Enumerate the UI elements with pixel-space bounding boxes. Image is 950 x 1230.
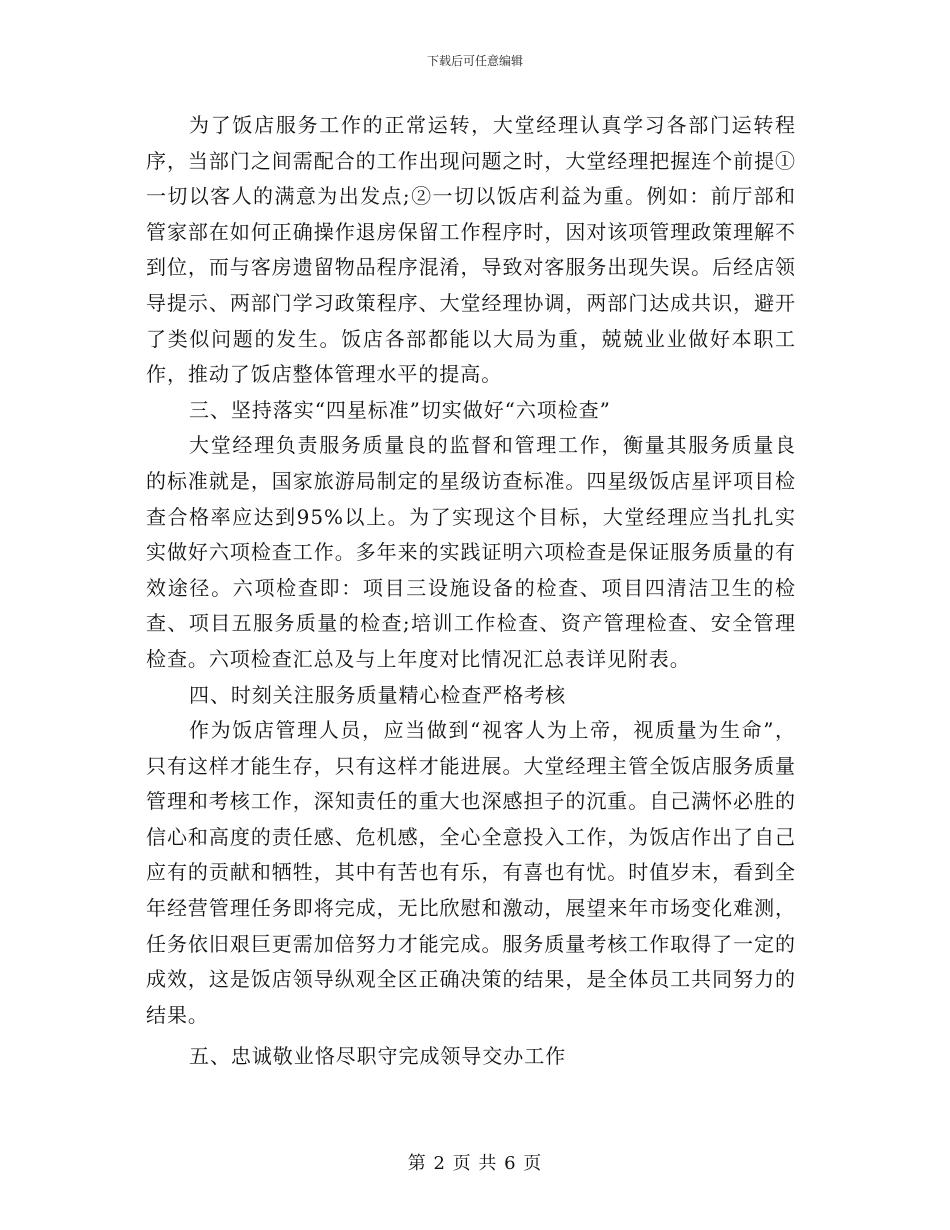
page-number-footer: 第 2 页 共 6 页 xyxy=(407,1153,543,1174)
paragraph-six-inspections: 大堂经理负责服务质量良的监督和管理工作，衡量其服务质量良的标准就是，国家旅游局制定的星级访查标准。四星级饭店星评项目检查合格率应达到95%以上。为了实现这个目标，大堂经理应当扎扎实实做好六项检查工作。多年来的实践证明六项检查是保证服务质量的有效途径。六项检查即：项目三设施设备的检查、项目四清洁卫生的检查、项目五服务质量的检查;培训工作检查、资产管理检查、安全管理检查。六项检查汇总及与上年度对比情况汇总表详见附表。 xyxy=(146,433,796,671)
paragraph-quality-assessment: 作为饭店管理人员，应当做到“视客人为上帝，视质量为生命”，只有这样才能生存，只有这样才能进展。大堂经理主管全饭店服务质量管理和考核工作，深知责任的重大也深感担子的沉重。自己满怀必胜的信心和高度的责任感、危机感，全心全意投入工作，为饭店作出了自己应有的贡献和牺牲，其中有苦也有乐，有喜也有忧。时值岁末，看到全年经营管理任务即将完成，无比欣慰和激动，展望来年市场变化难测，任务依旧艰巨更需加倍努力才能完成。服务质量考核工作取得了一定的成效，这是饭店领导纵观全区正确决策的结果，是全体员工共同努力的结果。 xyxy=(146,718,796,1027)
document-body xyxy=(146,108,796,1075)
section-heading-3: 三、坚持落实“四星标准”切实做好“六项检查” xyxy=(189,397,611,422)
section-heading-5: 五、忠诚敬业恪尽职守完成领导交办工作 xyxy=(189,1044,567,1069)
section-heading-4: 四、时刻关注服务质量精心检查严格考核 xyxy=(189,682,567,707)
paragraph-coordination: 为了饭店服务工作的正常运转，大堂经理认真学习各部门运转程序，当部门之间需配合的工作出现问题之时，大堂经理把握连个前提①一切以客人的满意为出发点;②一切以饭店利益为重。例如：前厅部和管家部在如何正确操作退房保留工作程序时，因对该项管理政策理解不到位，而与客房遗留物品程序混淆，导致对客服务出现失误。后经店领导提示、两部门学习政策程序、大堂经理协调，两部门达成共识，避开了类似问题的发生。饭店各部都能以大局为重，兢兢业业做好本职工作，推动了饭店整体管理水平的提高。 xyxy=(146,113,796,387)
page-header-note: 下载后可任意编辑 xyxy=(426,54,523,68)
